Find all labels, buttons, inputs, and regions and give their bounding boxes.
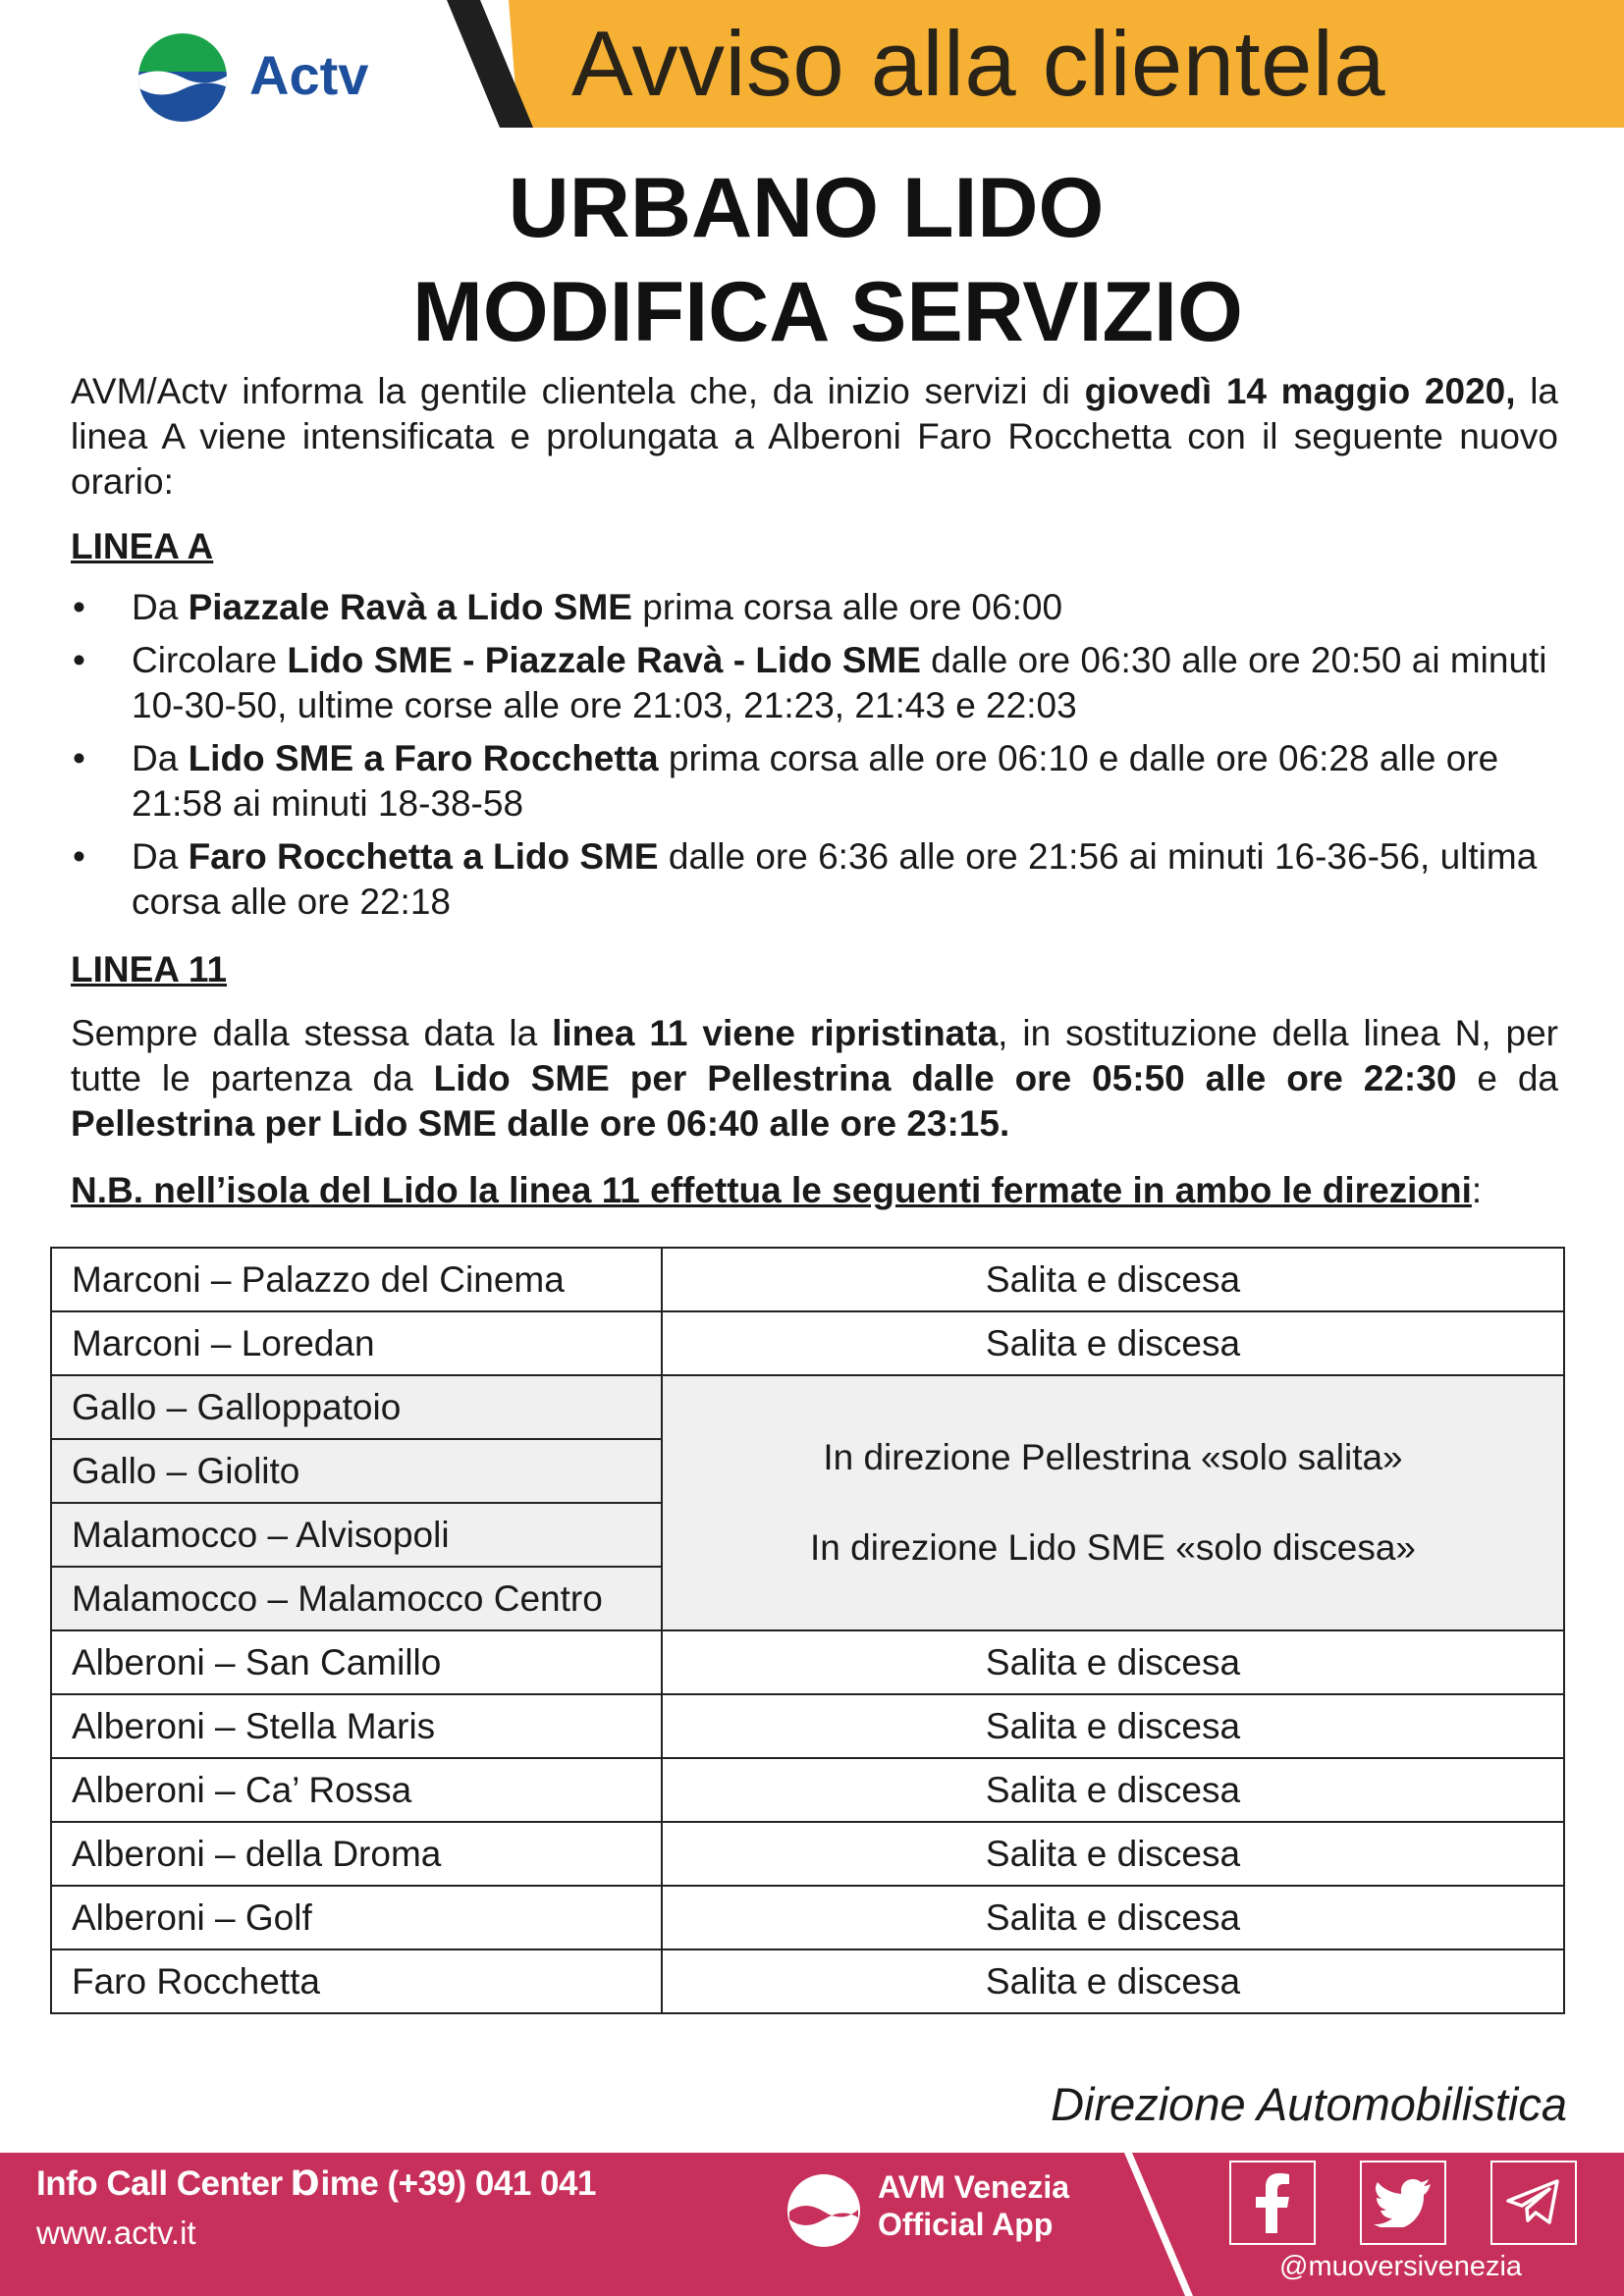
service-cell: Salita e discesa (662, 1822, 1564, 1886)
service-cell: Salita e discesa (662, 1758, 1564, 1822)
l11-text: Sempre dalla stessa data la (71, 1013, 553, 1053)
item-route: Lido SME - Piazzale Ravà - Lido SME (287, 640, 921, 680)
header (0, 0, 1624, 128)
direction-rule-line1: In direzione Pellestrina «solo salita» (823, 1437, 1403, 1477)
table-row (51, 1630, 1564, 1694)
intro-paragraph (71, 369, 1558, 505)
stop-cell: Malamocco – Malamocco Centro (51, 1567, 662, 1630)
bullet-icon: • (73, 738, 85, 778)
l11-text: , in sostituzione della linea N, per tutte le partenza da (71, 1013, 1559, 1098)
page-title-line1: URBANO LIDO (508, 161, 1105, 255)
website-link[interactable]: www.actv.it (36, 2215, 196, 2251)
stop-cell: Alberoni – Golf (51, 1886, 662, 1949)
service-cell: Salita e discesa (662, 1694, 1564, 1758)
item-pre: Da (132, 836, 189, 877)
linea-a-heading: LINEA A (71, 526, 214, 566)
stop-cell: Faro Rocchetta (51, 1949, 662, 2013)
linea-a-list (71, 585, 1558, 933)
l11-bold: Pellestrina per Lido SME dalle ore 06:40 alle ore 23:15. (71, 1103, 1010, 1144)
list-item (71, 736, 1558, 827)
stop-cell: Alberoni – San Camillo (51, 1630, 662, 1694)
actv-logo-icon (137, 32, 228, 123)
signature: Direzione Automobilistica (1051, 2078, 1567, 2130)
table-row (51, 1758, 1564, 1822)
header-title: Avviso alla clientela (571, 12, 1386, 115)
bullet-icon: • (73, 836, 85, 877)
intro-text-end: la linea A viene intensificata e prolungata a Alberoni Faro Rocchetta con il seguente nuovo orario: (71, 371, 1559, 502)
table-row (51, 1694, 1564, 1758)
stop-cell: Gallo – Galloppatoio (51, 1375, 662, 1439)
table-row (51, 1311, 1564, 1375)
page-title-line2: MODIFICA SERVIZIO (412, 265, 1243, 359)
service-cell: Salita e discesa (662, 1886, 1564, 1949)
item-pre: Da (132, 738, 189, 778)
stop-cell: Gallo – Giolito (51, 1439, 662, 1503)
stop-cell: Alberoni – della Droma (51, 1822, 662, 1886)
service-cell: Salita e discesa (662, 1311, 1564, 1375)
twitter-icon[interactable] (1360, 2161, 1446, 2245)
nb-suffix: : (1471, 1170, 1483, 1210)
app-name: AVM Venezia (878, 2169, 1070, 2205)
direction-rule-cell (662, 1375, 1564, 1630)
nb-text: N.B. nell’isola del Lido la linea 11 effettua le seguenti fermate in ambo le direzioni (71, 1170, 1472, 1210)
item-post: prima corsa alle ore 06:10 e dalle ore 06:28 alle ore 21:58 ai minuti 18-38-58 (132, 738, 1499, 824)
item-post: dalle ore 6:36 alle ore 21:56 ai minuti 16-36-56, ultima corsa alle ore 22:18 (132, 836, 1538, 922)
direction-rule-line2: In direzione Lido SME «solo discesa» (809, 1527, 1417, 1568)
stop-cell: Alberoni – Stella Maris (51, 1694, 662, 1758)
intro-text: AVM/Actv informa la gentile clientela che, da inizio servizi di (71, 371, 1085, 411)
stop-cell: Marconi – Loredan (51, 1311, 662, 1375)
linea-11-heading: LINEA 11 (71, 949, 228, 989)
stops-table (50, 1247, 1565, 2014)
linea-11-paragraph (71, 1011, 1558, 1147)
bullet-icon: • (73, 640, 85, 680)
list-item (71, 638, 1558, 728)
bullet-icon: • (73, 587, 85, 627)
social-handle[interactable]: @muoversivenezia (1279, 2251, 1523, 2282)
stop-cell: Marconi – Palazzo del Cinema (51, 1248, 662, 1311)
footer-slash (1124, 2153, 1203, 2296)
avm-app-logo-icon (785, 2172, 862, 2249)
table-row (51, 1822, 1564, 1886)
item-pre: Circolare (132, 640, 288, 680)
service-cell: Salita e discesa (662, 1248, 1564, 1311)
item-route: Faro Rocchetta a Lido SME (188, 836, 659, 877)
item-post: prima corsa alle ore 06:00 (631, 587, 1063, 627)
table-row (51, 1248, 1564, 1311)
call-center-info: Info Call Center Ɒime (+39) 041 041 (36, 2164, 596, 2203)
service-cell: Salita e discesa (662, 1630, 1564, 1694)
telegram-icon[interactable] (1490, 2161, 1577, 2245)
list-item (71, 585, 1558, 630)
item-post: dalle ore 06:30 alle ore 20:50 ai minuti 10-30-50, ultime corse alle ore 21:03, 21:23, 21:43 e 22:03 (132, 640, 1547, 725)
table-row (51, 1886, 1564, 1949)
l11-bold: Lido SME per Pellestrina dalle ore 05:50 alle ore 22:30 (433, 1058, 1457, 1098)
l11-text: e da (1456, 1058, 1558, 1098)
footer (0, 2153, 1624, 2296)
table-row (51, 1949, 1564, 2013)
item-route: Lido SME a Faro Rocchetta (188, 738, 659, 778)
nb-note (71, 1170, 1482, 1211)
item-pre: Da (132, 587, 189, 627)
table-row (51, 1375, 1564, 1439)
app-subtitle: Official App (878, 2207, 1054, 2242)
item-route: Piazzale Ravà a Lido SME (188, 587, 632, 627)
app-promo[interactable] (878, 2168, 1069, 2243)
l11-bold: linea 11 viene ripristinata (552, 1013, 999, 1053)
stop-cell: Alberoni – Ca’ Rossa (51, 1758, 662, 1822)
intro-date: giovedì 14 maggio 2020, (1084, 371, 1516, 411)
facebook-icon[interactable] (1229, 2161, 1316, 2245)
logo-text: Actv (249, 44, 369, 106)
service-cell: Salita e discesa (662, 1949, 1564, 2013)
stop-cell: Malamocco – Alvisopoli (51, 1503, 662, 1567)
list-item (71, 834, 1558, 925)
